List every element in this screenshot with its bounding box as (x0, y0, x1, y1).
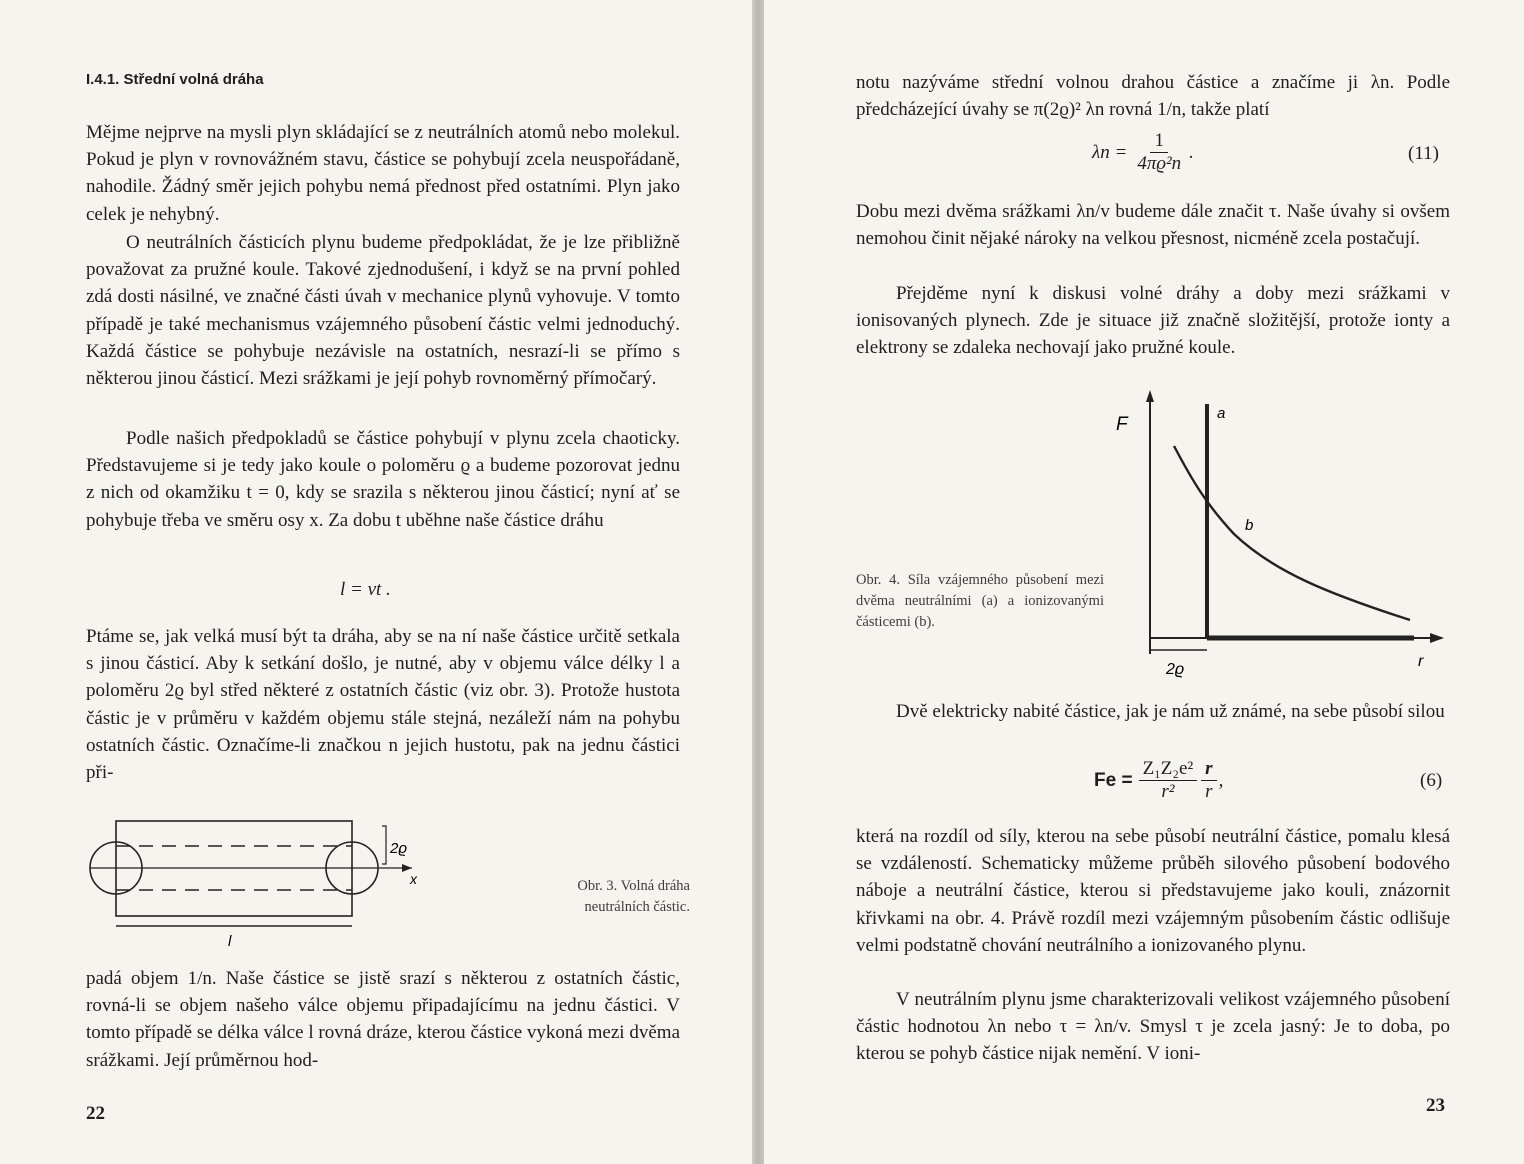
eq6-denominator2: r (1205, 781, 1213, 802)
curve-label-a: a (1217, 405, 1226, 422)
eq6-fraction-unit (1201, 758, 1216, 803)
page-number: 22 (86, 1103, 105, 1124)
radius-bracket (382, 826, 386, 864)
eq6-numerator2: r (1201, 758, 1216, 781)
paragraph: padá objem 1/n. Naše částice se jistě srazí s některou z ostatních částic, rovná-li se objem našeho válce objemu připadajícímu na jednu částici. V tomto případě se délka válce l rovná dráze, kterou částice vykoná mezi dvěma srážkami. Její průměrnou hod- (86, 968, 680, 1071)
eq11-suffix: . (1189, 141, 1194, 163)
y-axis-arrow (1146, 390, 1154, 402)
paragraph: notu nazýváme střední volnou drahou částice a značíme ji λn. Podle předcházející úvahy se π(2ϱ)² λn rovná 1/n, takže platí (856, 72, 1450, 121)
page-number: 23 (1426, 1095, 1445, 1116)
paragraph: Podle našich předpokladů se částice pohybují v plynu zcela chaoticky. Představujeme si je tedy jako koule o poloměru ϱ a budeme pozorovat jednu z nich od okamžiku t = 0, kdy se srazila s některou jinou částicí; nyní ať se pohybuje třeba ve směru osy x. Za dobu t uběhne naše částice dráhu (86, 428, 680, 531)
label-x: x (410, 871, 417, 887)
eq11-lhs: λn = (1092, 141, 1128, 163)
axis-label-r: r (1418, 653, 1424, 670)
label-2rho: 2ϱ (1166, 661, 1185, 678)
paragraph: Přejděme nyní k diskusi volné dráhy a doby mezi srážkami v ionisovaných plynech. Zde je situace již značně složitější, protože ionty a elektrony se zdaleka nechovají jako pružné koule. (856, 283, 1450, 359)
curve-b (1174, 446, 1410, 620)
paragraph: O neutrálních částicích plynu budeme předpokládat, že je lze přibližně považovat za pružné koule. Takové zjednodušení, i když se na první pohled zdá dosti násilné, ve značné části úvah v mechanice plynů vyhovuje. V tomto případě je také mechanismus vzájemného působení částic velmi jednoduchý. Každá částice se pohybuje nezávisle na ostatních, nesrazí-li se přímo s některou jinou částicí. Mezi srážkami je její pohyb rovnoměrný přímočarý. (86, 232, 680, 390)
figure-3-cylinder-diagram (80, 808, 440, 958)
book-gutter (752, 0, 764, 1164)
eq11-number: (11) (1408, 143, 1439, 164)
eq6-fraction (1139, 758, 1198, 803)
paragraph: Mějme nejprve na mysli plyn skládající se z neutrálních atomů nebo molekul. Pokud je plyn v rovnovážném stavu, částice se pohybují zcela neuspořádaně, nahodile. Žádný směr jejich pohybu nemá přednost před ostatními. Plyn jako celek je nehybný. (86, 122, 680, 225)
label-l: l (228, 933, 232, 950)
paragraph: která na rozdíl od síly, kterou na sebe působí neutrální částice, pomalu klesá se vzdáleností. Schematicky můžeme průběh silového působení bodového náboje a neutrální částice, kterou si představujeme jako kouli, znázornit křivkami na obr. 4. Právě rozdíl mezi vzájemným působením částic odlišuje velmi podstatně chování neutrálního a ionizovaného plynu. (856, 826, 1450, 956)
equation-11 (1092, 130, 1194, 175)
eq6-numerator: Z₁Z₂e² (1139, 758, 1198, 781)
figure-4-caption: Obr. 4. Síla vzájemného působení mezi dvěma neutrálními (a) a ionizovanými částicemi (b). (856, 572, 1104, 630)
eq11-denominator: 4πϱ²n (1137, 153, 1182, 174)
label-2rho: 2ϱ (390, 840, 408, 857)
eq11-fraction (1133, 130, 1185, 175)
x-axis-arrow (1430, 633, 1444, 643)
eq6-denominator: r² (1161, 781, 1175, 802)
eq6-lhs: Fe = (1094, 769, 1133, 791)
curve-label-b: b (1245, 517, 1254, 534)
figure-3-caption: Obr. 3. Volná dráha neutrálních částic. (577, 878, 690, 915)
figure-4-force-graph (1114, 384, 1454, 684)
eq6-number: (6) (1420, 770, 1443, 791)
paragraph: V neutrálním plynu jsme charakterizovali velikost vzájemného působení částic hodnotou λn nebo τ = λn/v. Smysl τ je zcela jasný: Je to doba, po kterou se pohyb částice nijak nemění. V ioni- (856, 989, 1450, 1065)
paragraph: Dvě elektricky nabité částice, jak je nám už známé, na sebe působí silou (896, 701, 1445, 722)
left-page (0, 0, 752, 1164)
eq11-numerator: 1 (1150, 130, 1168, 153)
eq6-suffix: , (1218, 769, 1224, 791)
paragraph: Ptáme se, jak velká musí být ta dráha, aby se na ní naše částice určitě setkala s jinou částicí. Aby k setkání došlo, je nutné, aby v objemu válce délky l a poloměru 2ϱ byl střed některé z ostatních částic (viz obr. 3). Protože hustota částic je v průměru v každém objemu stále stejná, nezáleží nám na pohybu ostatních částic. Označíme-li značkou n jejich hustotu, pak na jednu částici při- (86, 626, 680, 784)
paragraph: Dobu mezi dvěma srážkami λn/v budeme dále značit τ. Naše úvahy si ovšem nemohou činit nějaké nároky na velkou přesnost, nicméně zcela postačují. (856, 201, 1450, 250)
right-page (764, 0, 1524, 1164)
equation-6 (1094, 758, 1223, 803)
axis-label-F: F (1116, 414, 1128, 435)
section-title: I.4.1. Střední volná dráha (86, 71, 264, 88)
equation-l-vt: l = vt . (340, 579, 391, 600)
